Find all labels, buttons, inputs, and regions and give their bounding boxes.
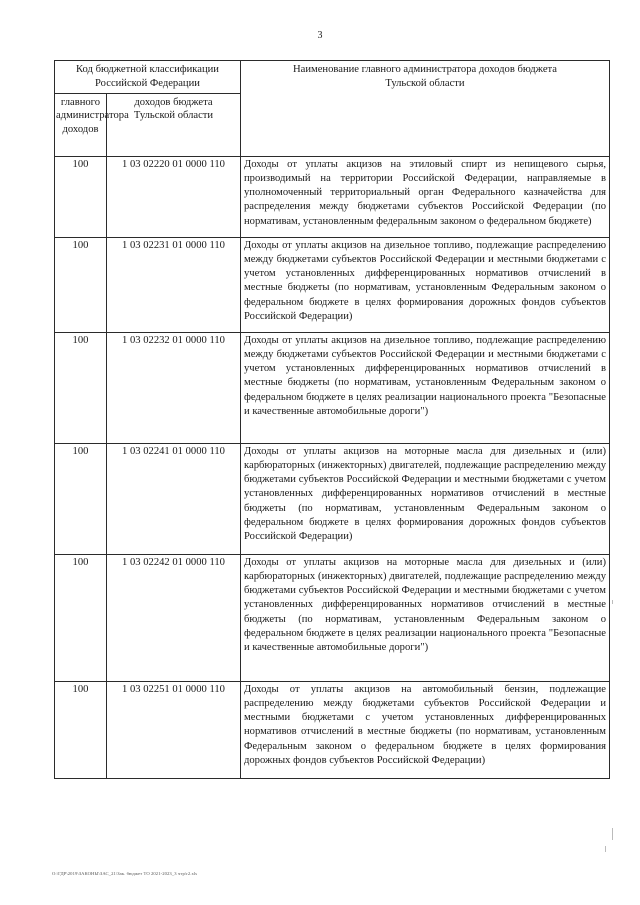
scan-mark bbox=[605, 846, 606, 852]
admin-code-cell: 100 bbox=[55, 443, 107, 554]
table-row bbox=[55, 156, 610, 237]
table-body bbox=[55, 156, 610, 778]
admin-code-cell: 100 bbox=[55, 681, 107, 778]
table-row bbox=[55, 443, 610, 554]
revenue-name-cell: Доходы от уплаты акцизов на дизельное топливо, подлежащие распределению между бюджетами субъектов Российской Федерации и местными бюджетами с учетом установленных дифференцированных нормативов отчислений в местные бюджеты (по нормативам, установленным Федеральным законом о федеральном бюджете в целях реализации национального проекта "Безопасные и качественные автомобильные дороги") bbox=[241, 332, 610, 443]
table-row bbox=[55, 681, 610, 778]
scan-mark bbox=[612, 828, 613, 840]
revenue-code-cell: 1 03 02220 01 0000 110 bbox=[107, 156, 241, 237]
revenue-code-cell: 1 03 02251 01 0000 110 bbox=[107, 681, 241, 778]
header-classification-code: Код бюджетной классификации Российской Федерации bbox=[55, 61, 241, 94]
admin-code-cell: 100 bbox=[55, 237, 107, 332]
header-admin-code: главного администратора доходов bbox=[55, 93, 107, 156]
table-row bbox=[55, 332, 610, 443]
revenue-name-cell: Доходы от уплаты акцизов на этиловый спирт из непищевого сырья, производимый на территории Российской Федерации, направляемые в уполномоченный территориальный орган Федерального казначейства для распределения между бюджетами субъектов Российской Федерации (по нормативам, установленным федеральным законом о федеральном бюджете) bbox=[241, 156, 610, 237]
revenue-code-cell: 1 03 02242 01 0000 110 bbox=[107, 554, 241, 681]
revenue-name-cell: Доходы от уплаты акцизов на моторные масла для дизельных и (или) карбюраторных (инжекторных) двигателей, подлежащие распределению между бюджетами субъектов Российской Федерации и местными бюджетами с учетом установленных дифференцированных нормативов отчислений в местные бюджеты (по нормативам, установленным Федеральным законом о федеральном бюджете в целях формирования дорожных фондов субъектов Российской Федерации) bbox=[241, 443, 610, 554]
scan-mark bbox=[612, 600, 613, 604]
revenue-code-cell: 1 03 02231 01 0000 110 bbox=[107, 237, 241, 332]
revenue-code-cell: 1 03 02232 01 0000 110 bbox=[107, 332, 241, 443]
admin-code-cell: 100 bbox=[55, 156, 107, 237]
table-row bbox=[55, 554, 610, 681]
revenue-name-cell: Доходы от уплаты акцизов на автомобильный бензин, подлежащие распределению между бюджетами субъектов Российской Федерации и местными бюджетами с учетом установленных дифференцированных нормативов отчислений в местные бюджеты (по нормативам, установленным Федеральным законом о федеральном бюджете в целях формирования дорожных фондов субъектов Российской Федерации) bbox=[241, 681, 610, 778]
revenue-code-cell: 1 03 02241 01 0000 110 bbox=[107, 443, 241, 554]
footer-file-path: O:\ГДР\2019\ЗАКОНЫ\ЗАС_21\Зак. бюджет ТО 2021-2023_3 чтр\r2.xls bbox=[52, 871, 198, 876]
header-admin-name: Наименование главного администратора доходов бюджета Тульской области bbox=[241, 61, 610, 157]
table-row bbox=[55, 237, 610, 332]
header-revenue-code: доходов бюджета Тульской области bbox=[107, 93, 241, 156]
admin-code-cell: 100 bbox=[55, 554, 107, 681]
budget-codes-table bbox=[54, 60, 610, 779]
revenue-name-cell: Доходы от уплаты акцизов на моторные масла для дизельных и (или) карбюраторных (инжекторных) двигателей, подлежащие распределению между бюджетами субъектов Российской Федерации и местными бюджетами с учетом установленных дифференцированных нормативов отчислений в местные бюджеты (по нормативам, установленным Федеральным законом о федеральном бюджете в целях реализации национального проекта "Безопасные и качественные автомобильные дороги") bbox=[241, 554, 610, 681]
page-number: 3 bbox=[317, 30, 323, 41]
revenue-name-cell: Доходы от уплаты акцизов на дизельное топливо, подлежащие распределению между бюджетами субъектов Российской Федерации и местными бюджетами с учетом установленных дифференцированных нормативов отчислений в местные бюджеты (по нормативам, установленным Федеральным законом о федеральном бюджете в целях формирования дорожных фондов субъектов Российской Федерации) bbox=[241, 237, 610, 332]
admin-code-cell: 100 bbox=[55, 332, 107, 443]
